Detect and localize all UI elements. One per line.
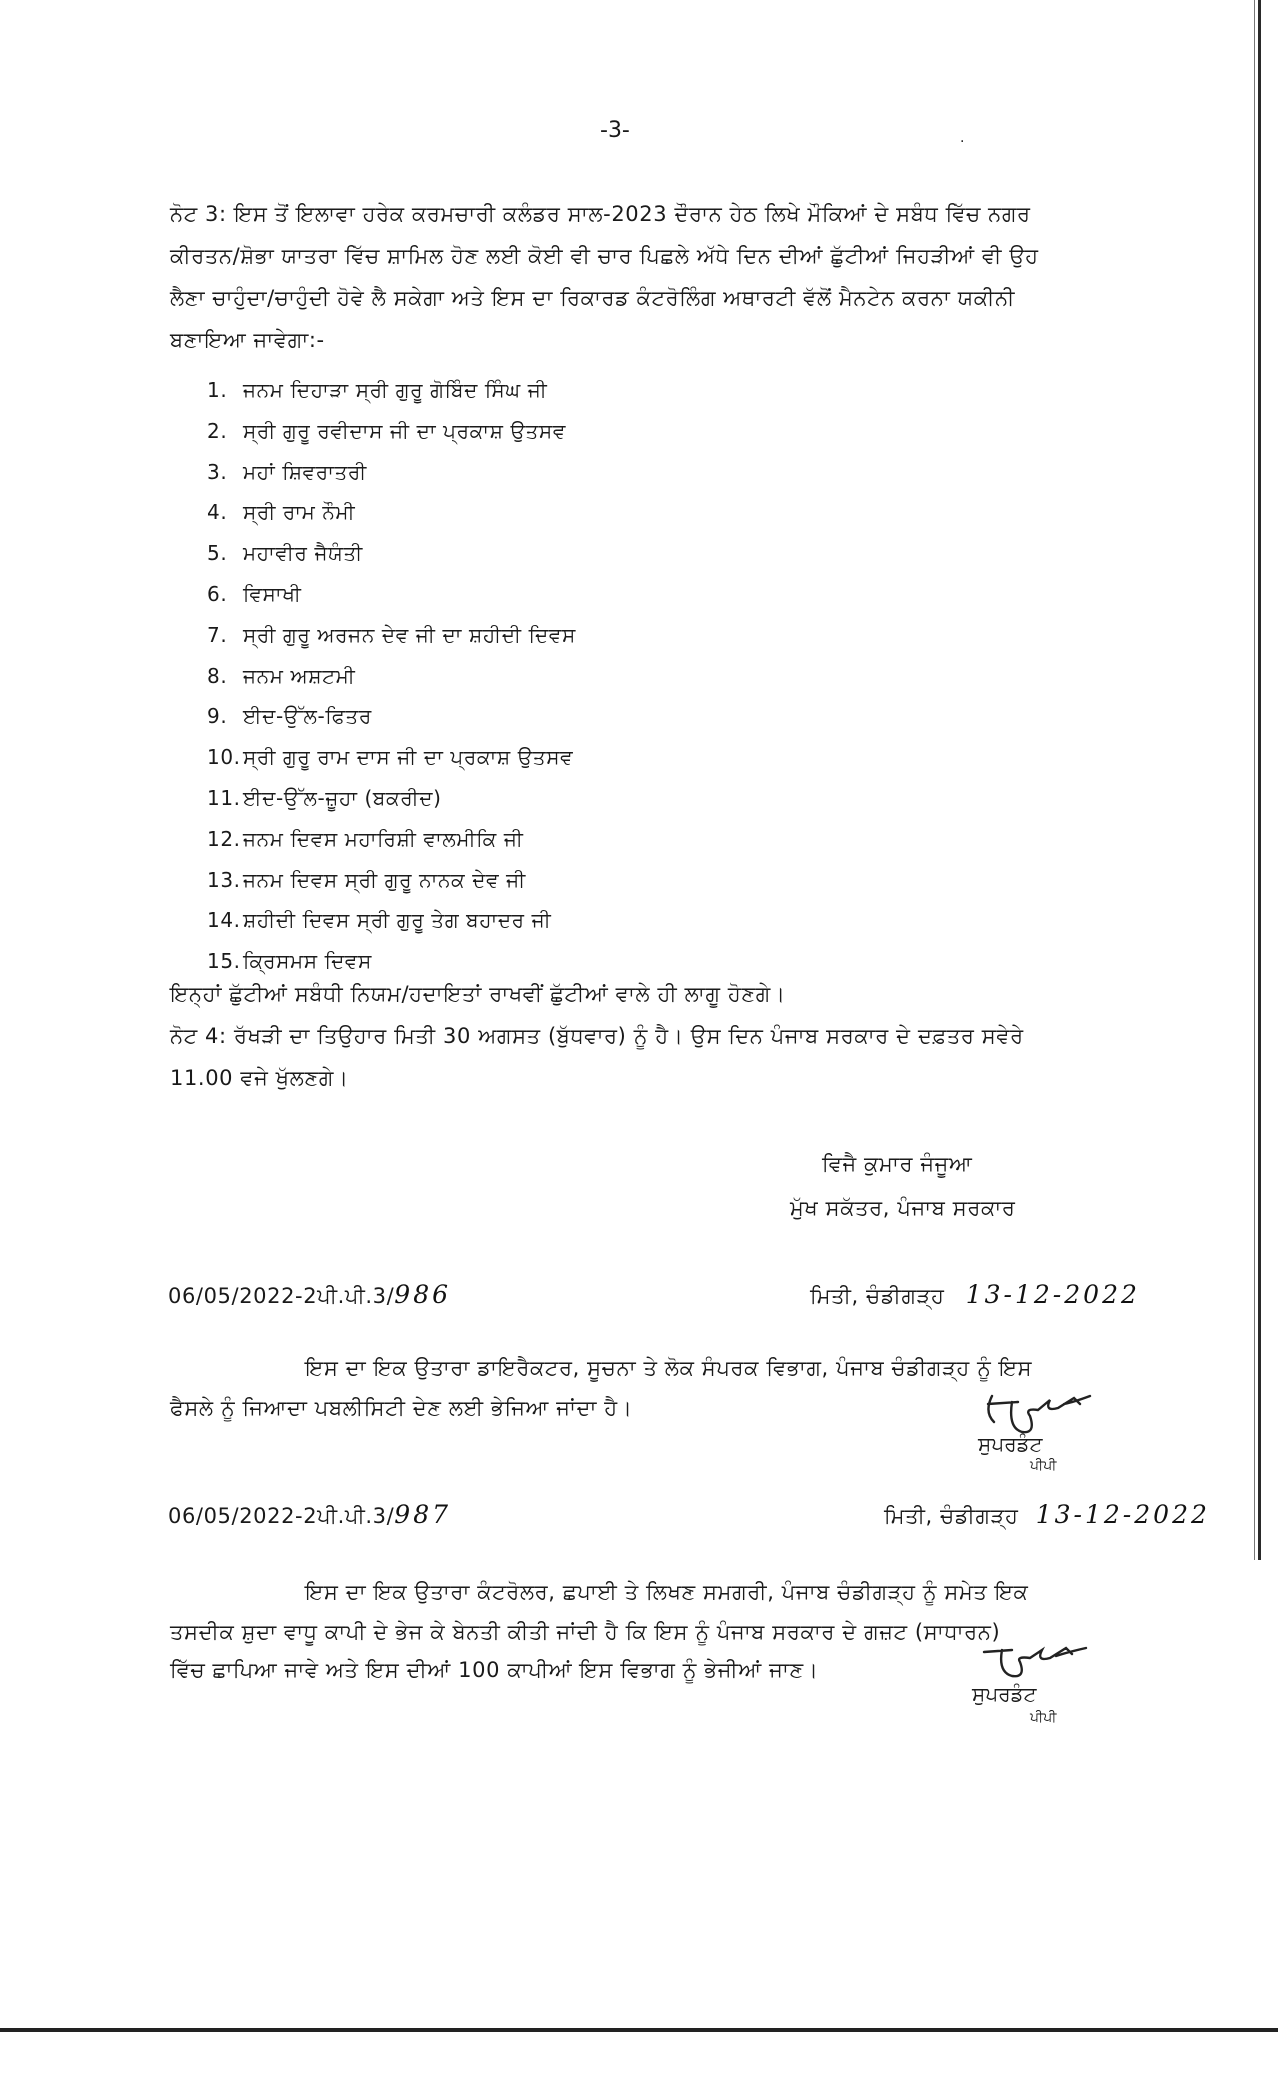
list-item: 9. ਈਦ-ਉੱਲ-ਫਿਤਰ bbox=[207, 704, 372, 729]
handwritten-date: 13-12-2022 bbox=[965, 1280, 1140, 1309]
list-item: 2. ਸ੍ਰੀ ਗੁਰੂ ਰਵੀਦਾਸ ਜੀ ਦਾ ਪ੍ਰਕਾਸ਼ ਉਤਸਵ bbox=[207, 418, 566, 443]
list-item: 15. ਕ੍ਰਿਸਮਸ ਦਿਵਸ bbox=[207, 949, 372, 974]
scan-bottom-edge bbox=[0, 2028, 1278, 2032]
signer-suffix: ਪੀਪੀ bbox=[1030, 1710, 1057, 1726]
list-item: 11. ਈਦ-ਉੱਲ-ਜ਼ੂਹਾ (ਬਕਰੀਦ) bbox=[207, 785, 442, 810]
note-3-line-3: ਲੈਣਾ ਚਾਹੁੰਦਾ/ਚਾਹੁੰਦੀ ਹੋਵੇ ਲੈ ਸਕੇਗਾ ਅਤੇ ਇਸ ਦਾ ਰਿਕਾਰਡ ਕੰਟਰੋਲਿੰਗ ਅਥਾਰਟੀ ਵੱਲੋਂ ਮੈਨਟੇਨ ਕਰਨਾ ਯਕੀਨੀ bbox=[170, 286, 1016, 310]
endorsement-1-line-1: ਇਸ ਦਾ ਇਕ ਉਤਾਰਾ ਡਾਇਰੈਕਟਰ, ਸੂਚਨਾ ਤੇ ਲੋਕ ਸੰਪਰਕ ਵਿਭਾਗ, ਪੰਜਾਬ ਚੰਡੀਗੜ੍ਹ ਨੂੰ ਇਸ bbox=[305, 1356, 1033, 1380]
list-item: 6. ਵਿਸਾਖੀ bbox=[207, 581, 302, 606]
endorsement-2-line-2: ਤਸਦੀਕ ਸ਼ੁਦਾ ਵਾਧੂ ਕਾਪੀ ਦੇ ਭੇਜ ਕੇ ਬੇਨਤੀ ਕੀਤੀ ਜਾਂਦੀ ਹੈ ਕਿ ਇਸ ਨੂੰ ਪੰਜਾਬ ਸਰਕਾਰ ਦੇ ਗਜ਼ਟ (ਸਾਧਾਰਨ) bbox=[170, 1620, 1001, 1644]
holiday-list bbox=[207, 370, 576, 982]
list-item: 10. ਸ੍ਰੀ ਗੁਰੂ ਰਾਮ ਦਾਸ ਜੀ ਦਾ ਪ੍ਰਕਾਸ਼ ਉਤਸਵ bbox=[207, 745, 574, 770]
signature-mark bbox=[972, 1636, 1102, 1688]
signatory-designation: ਮੁੱਖ ਸਕੱਤਰ, ਪੰਜਾਬ ਸਰਕਾਰ bbox=[790, 1196, 1016, 1220]
endorsement-2-line-3: ਵਿੱਚ ਛਾਪਿਆ ਜਾਵੇ ਅਤੇ ਇਸ ਦੀਆਂ 100 ਕਾਪੀਆਂ ਇਸ ਵਿਭਾਗ ਨੂੰ ਭੇਜੀਆਂ ਜਾਣ। bbox=[170, 1658, 819, 1682]
date-line: ਮਿਤੀ, ਚੰਡੀਗੜ੍ਹ 13-12-2022 bbox=[884, 1500, 1210, 1529]
handwritten-date: 13-12-2022 bbox=[1035, 1500, 1210, 1529]
endorsement-1-line-2: ਫੈਸਲੇ ਨੂੰ ਜਿਆਦਾ ਪਬਲੀਸਿਟੀ ਦੇਣ ਲਈ ਭੇਜਿਆ ਜਾਂਦਾ ਹੈ। bbox=[170, 1396, 633, 1420]
scan-page-edge bbox=[1258, 0, 1261, 1560]
signatory-name: ਵਿਜੈ ਕੁਮਾਰ ਜੰਜੂਆ bbox=[822, 1152, 973, 1176]
signer-title: ਸੁਪਰਡੰਟ bbox=[978, 1432, 1043, 1456]
note-3-line-2: ਕੀਰਤਨ/ਸ਼ੋਭਾ ਯਾਤਰਾ ਵਿੱਚ ਸ਼ਾਮਿਲ ਹੋਣ ਲਈ ਕੋਈ ਵੀ ਚਾਰ ਪਿਛਲੇ ਅੱਧੇ ਦਿਨ ਦੀਆਂ ਛੁੱਟੀਆਂ ਜਿਹੜੀਆਂ ਵੀ ਉਹ bbox=[170, 244, 1039, 268]
page-number: -3- bbox=[600, 118, 630, 143]
list-item: 13. ਜਨਮ ਦਿਵਸ ਸ੍ਰੀ ਗੁਰੂ ਨਾਨਕ ਦੇਵ ਜੀ bbox=[207, 867, 526, 892]
reference-number: 06/05/2022-2ਪੀ.ਪੀ.3/986 bbox=[168, 1280, 452, 1309]
endorsement-2-line-1: ਇਸ ਦਾ ਇਕ ਉਤਾਰਾ ਕੰਟਰੋਲਰ, ਛਪਾਈ ਤੇ ਲਿਖਣ ਸਮਗਰੀ, ਪੰਜਾਬ ਚੰਡੀਗੜ੍ਹ ਨੂੰ ਸਮੇਤ ਇਕ bbox=[305, 1580, 1029, 1604]
scan-page-edge-shadow bbox=[1254, 0, 1255, 1560]
list-item: 3. ਮਹਾਂ ਸ਼ਿਵਰਾਤਰੀ bbox=[207, 459, 367, 484]
list-item: 7. ਸ੍ਰੀ ਗੁਰੂ ਅਰਜਨ ਦੇਵ ਜੀ ਦਾ ਸ਼ਹੀਦੀ ਦਿਵਸ bbox=[207, 622, 576, 647]
handwritten-number: 987 bbox=[394, 1500, 452, 1529]
note-4-line-2: 11.00 ਵਜੇ ਖੁੱਲਣਗੇ। bbox=[170, 1066, 349, 1090]
note-4-line-1: ਨੋਟ 4: ਰੱਖੜੀ ਦਾ ਤਿਉਹਾਰ ਮਿਤੀ 30 ਅਗਸਤ (ਬੁੱਧਵਾਰ) ਨੂੰ ਹੈ। ਉਸ ਦਿਨ ਪੰਜਾਬ ਸਰਕਾਰ ਦੇ ਦਫ਼ਤਰ ਸਵੇਰੇ bbox=[170, 1024, 1024, 1048]
rules-line: ਇਨ੍ਹਾਂ ਛੁੱਟੀਆਂ ਸਬੰਧੀ ਨਿਯਮ/ਹਦਾਇਤਾਂ ਰਾਖਵੀਂ ਛੁੱਟੀਆਂ ਵਾਲੇ ਹੀ ਲਾਗੂ ਹੋਣਗੇ। bbox=[170, 982, 786, 1006]
list-item: 1. ਜਨਮ ਦਿਹਾੜਾ ਸ੍ਰੀ ਗੁਰੂ ਗੋਬਿੰਦ ਸਿੰਘ ਜੀ bbox=[207, 378, 548, 402]
list-item: 4. ਸ੍ਰੀ ਰਾਮ ਨੌਮੀ bbox=[207, 500, 356, 525]
list-item: 8. ਜਨਮ ਅਸ਼ਟਮੀ bbox=[207, 663, 356, 688]
signer-title: ਸੁਪਰਡੰਟ bbox=[972, 1682, 1037, 1706]
reference-number: 06/05/2022-2ਪੀ.ਪੀ.3/987 bbox=[168, 1500, 452, 1529]
list-item: 14. ਸ਼ਹੀਦੀ ਦਿਵਸ ਸ੍ਰੀ ਗੁਰੂ ਤੇਗ ਬਹਾਦਰ ਜੀ bbox=[207, 908, 552, 933]
date-line: ਮਿਤੀ, ਚੰਡੀਗੜ੍ਹ 13-12-2022 bbox=[810, 1280, 1140, 1309]
signer-suffix: ਪੀਪੀ bbox=[1030, 1458, 1057, 1474]
handwritten-number: 986 bbox=[394, 1280, 452, 1309]
note-3-line-4: ਬਣਾਇਆ ਜਾਵੇਗਾ:- bbox=[170, 328, 325, 352]
scan-speck: · bbox=[960, 134, 965, 150]
list-item: 5. ਮਹਾਵੀਰ ਜੈਯੰਤੀ bbox=[207, 541, 363, 566]
note-3-line-1: ਨੋਟ 3: ਇਸ ਤੋਂ ਇਲਾਵਾ ਹਰੇਕ ਕਰਮਚਾਰੀ ਕਲੰਡਰ ਸਾਲ-2023 ਦੌਰਾਨ ਹੇਠ ਲਿਖੇ ਮੌਕਿਆਂ ਦੇ ਸਬੰਧ ਵਿੱਚ ਨਗਰ bbox=[170, 202, 1031, 226]
list-item: 12. ਜਨਮ ਦਿਵਸ ਮਹਾਰਿਸ਼ੀ ਵਾਲਮੀਕਿ ਜੀ bbox=[207, 826, 524, 851]
